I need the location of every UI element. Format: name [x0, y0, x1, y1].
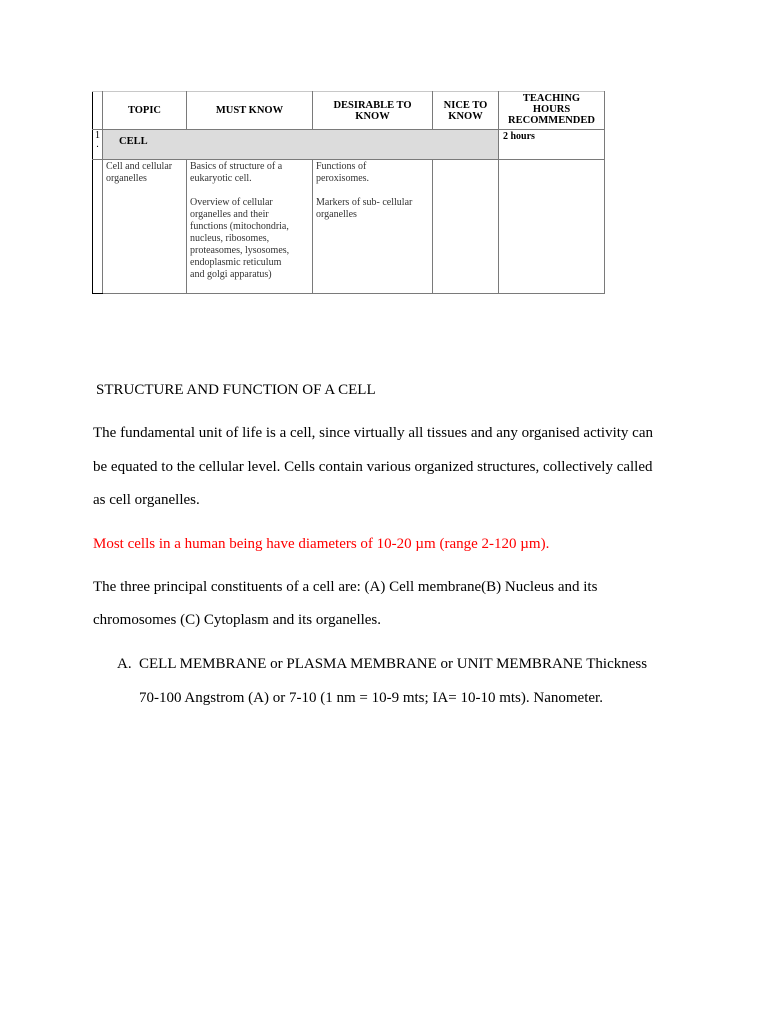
- list-item-line: CELL MEMBRANE or PLASMA MEMBRANE or UNIT MEMBRANE Thickness: [139, 656, 648, 672]
- paragraph-line: as cell organelles.: [93, 492, 200, 508]
- header-must-know: MUST KNOW: [187, 92, 313, 130]
- curriculum-table: [92, 91, 605, 294]
- number-column-header: [93, 92, 103, 130]
- section-name: CELL: [103, 130, 499, 160]
- section-heading: STRUCTURE AND FUNCTION OF A CELL: [96, 382, 376, 398]
- header-teaching-hours: TEACHING HOURS RECOMMENDED: [499, 92, 605, 130]
- header-nice-to-know: NICE TO KNOW: [433, 92, 499, 130]
- row-teaching-hours: [499, 160, 605, 294]
- paragraph-line: The three principal constituents of a cell are: (A) Cell membrane(B) Nucleus and its: [93, 579, 598, 595]
- table-row: [93, 160, 605, 294]
- paragraph-line: chromosomes (C) Cytoplasm and its organelles.: [93, 612, 382, 628]
- header-topic: TOPIC: [103, 92, 187, 130]
- section-hours: 2 hours: [499, 130, 605, 160]
- paragraph-line: be equated to the cellular level. Cells contain various organized structures, collectively called: [93, 459, 653, 475]
- paragraph-line: The fundamental unit of life is a cell, since virtually all tissues and any organised activity can: [93, 425, 653, 441]
- row-desirable-to-know: Functions of peroxisomes. Markers of sub- cellular organelles: [313, 160, 433, 294]
- list-marker: A.: [117, 656, 132, 672]
- highlighted-note: Most cells in a human being have diameters of 10-20 µm (range 2-120 µm).: [93, 536, 550, 552]
- list-item-line: 70-100 Angstrom (A) or 7-10 (1 nm = 10-9 mts; IA= 10-10 mts). Nanometer.: [139, 690, 603, 706]
- table-section-row: [93, 130, 605, 160]
- header-desirable-to-know: DESIRABLE TO KNOW: [313, 92, 433, 130]
- row-must-know: Basics of structure of a eukaryotic cell. Overview of cellular organelles and their functions (mitochondria, nucleus, ribosomes, proteasomes, lysosomes, endoplasmic reticulum and golgi apparatus): [187, 160, 313, 294]
- table-header-row: [93, 92, 605, 130]
- row-topic: Cell and cellular organelles: [103, 160, 187, 294]
- section-number: 1 .: [93, 130, 103, 160]
- row-nice-to-know: [433, 160, 499, 294]
